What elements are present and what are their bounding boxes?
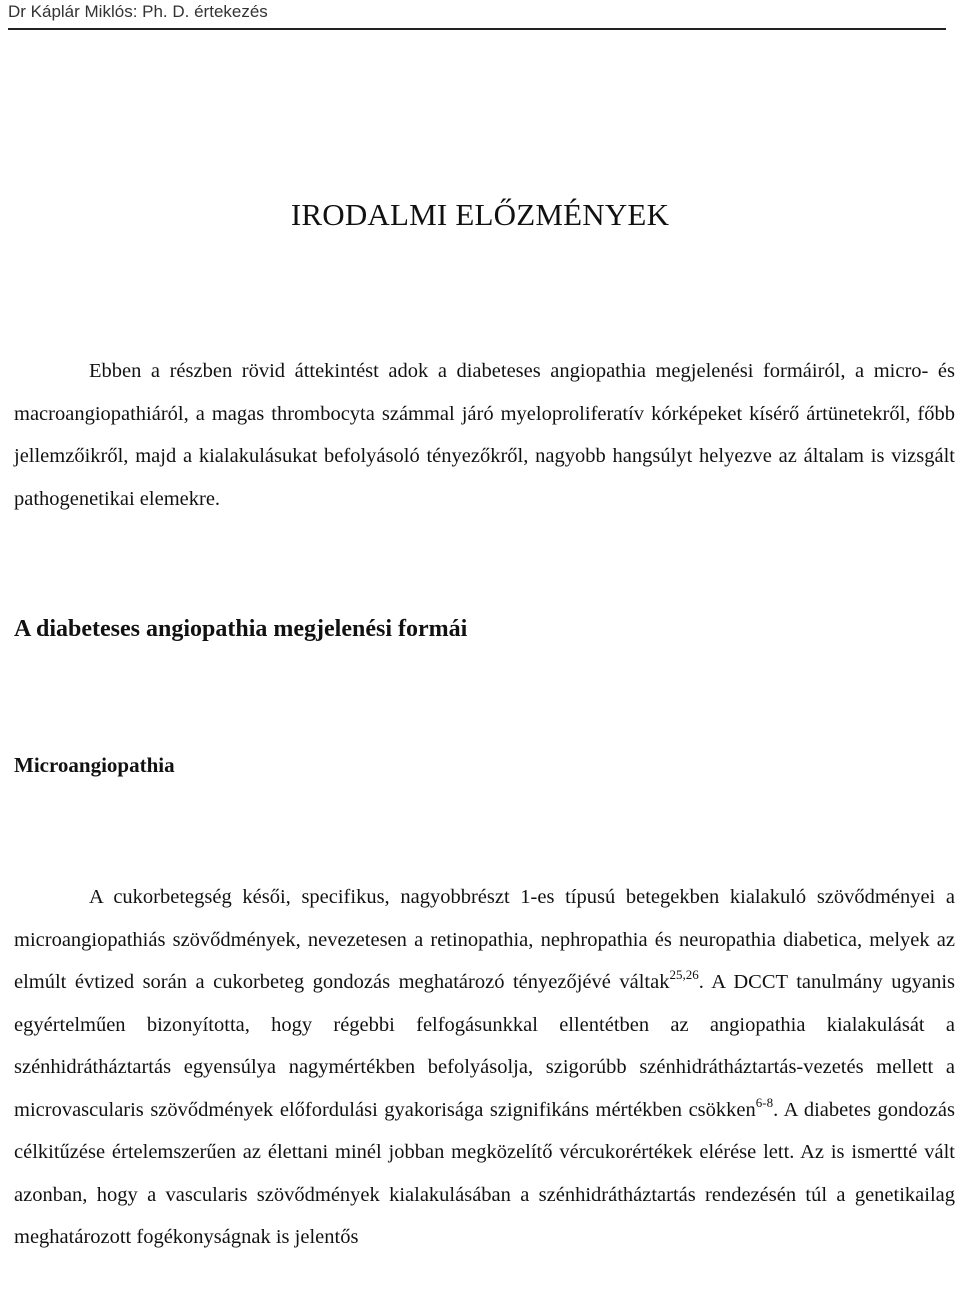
subsection-heading: Microangiopathia — [14, 753, 175, 777]
section-heading: A diabeteses angiopathia megjelenési formái — [14, 616, 468, 642]
running-header — [8, 2, 946, 30]
citation-ref-2: 6-8 — [755, 1094, 774, 1110]
citation-ref-1: 25,26 — [669, 967, 699, 982]
body-text-part2: . A DCCT tanulmány ugyanis egyértelműen bizonyította, hogy régebbi felfogásunkkal ellentétben az angiopathia kialakulását a szénhidrátháztartás egyensúlya nagymértékben befolyásolja, szigorúbb szénhidrátháztartás-vezetés mellett a microvascularis szövődmények előfordulási gyakorisága szignifikáns mértékben csökken — [14, 971, 956, 1121]
intro-paragraph — [14, 350, 955, 520]
page-title: IRODALMI ELŐZMÉNYEK — [290, 197, 670, 232]
intro-text: Ebben a részben rövid áttekintést adok a diabeteses angiopathia megjelenési formáiról, a micro- és macroangiopathiáról, a magas thrombocyta számmal járó myeloproliferatív kórképeket kísérő ártünetekről, főbb jellemzőikről, majd a kialakulásukat befolyásoló tényezőkről, nagyobb hangsúlyt helyezve az általam is vizsgált pathogenetikai elemekre. — [14, 360, 955, 510]
running-header-text: Dr Káplár Miklós: Ph. D. értekezés — [8, 2, 268, 21]
body-paragraph — [14, 876, 955, 1259]
body-text-part3: . A diabetes gondozás célkitűzése értelemszerűen az élettani minél jobban megközelítő vércukorértékek elérése lett. Az is ismertté vált azonban, hogy a vascularis szövődmények kialakulásában a szénhidrátháztartás rendezésén túl a genetikailag meghatározott fogékonyságnak is jelentős — [14, 1098, 955, 1248]
body-text-part1: A cukorbetegség késői, specifikus, nagyobbrészt 1-es típusú betegekben kialakuló szövődményei a microangiopathiás szövődmények, nevezetesen a retinopathia, nephropathia és neuropathia diabetica, melyek az elmúlt évtized során a cukorbeteg gondozás meghatározó tényezőjévé váltak — [14, 886, 955, 993]
